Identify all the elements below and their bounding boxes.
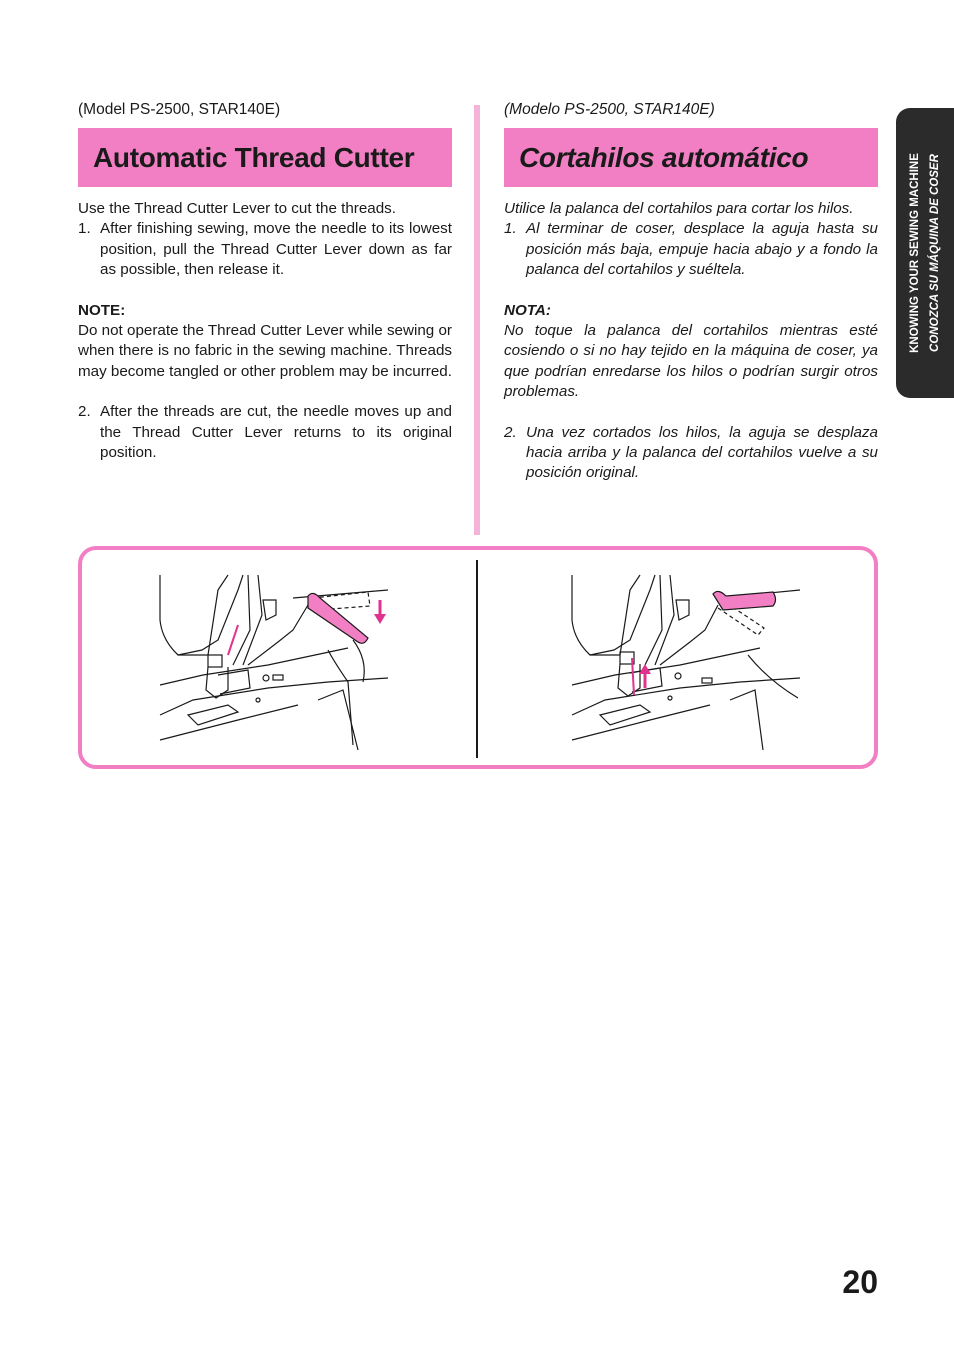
side-tab-english: KNOWING YOUR SEWING MACHINE — [909, 153, 921, 353]
step-1 — [78, 219, 452, 280]
step-number: 2. — [504, 423, 517, 441]
spanish-body — [504, 199, 878, 484]
title-bar — [78, 128, 452, 187]
step-text: Al terminar de coser, desplace la aguja hasta su posición más baja, empuje hacia abajo y a fondo la palanca del cortahilos y suéltela. — [526, 220, 878, 279]
english-column — [78, 100, 452, 463]
title-bar — [504, 128, 878, 187]
intro-text: Use the Thread Cutter Lever to cut the threads. — [78, 200, 396, 217]
step-number: 2. — [78, 403, 91, 421]
note-heading: NOTA: — [504, 301, 551, 319]
spanish-column — [504, 100, 878, 484]
note-text: Do not operate the Thread Cutter Lever while sewing or when there is no fabric in the sewing machine. Threads may become tangled or other problem may be incurred. — [78, 322, 452, 380]
step-number: 1. — [504, 220, 517, 238]
page-number: 20 — [842, 1264, 878, 1300]
step-1 — [504, 219, 878, 280]
step-text: Una vez cortados los hilos, la aguja se desplaza hacia arriba y la palanca del cortahilos vuelve a su posición original. — [526, 423, 878, 482]
section-side-tab — [896, 108, 954, 398]
illustration-divider — [476, 560, 478, 758]
model-label: (Modelo PS-2500, STAR140E) — [504, 101, 715, 118]
step-2 — [504, 423, 878, 484]
step-text: After the threads are cut, the needle moves up and the Thread Cutter Lever returns to its original position. — [100, 403, 452, 462]
page-title: Automatic Thread Cutter — [93, 141, 415, 173]
lever-pull-illustration — [158, 570, 408, 755]
note-text: No toque la palanca del cortahilos mientras esté cosiendo o si no hay tejido en la máquina de coser, ya que podrían enredarse los hilos o podrían surgir otros problemas. — [504, 322, 878, 401]
model-label: (Model PS-2500, STAR140E) — [78, 101, 281, 118]
step-text: After finishing sewing, move the needle to its lowest position, pull the Thread Cutter Lever down as far as possible, then release it. — [100, 220, 452, 279]
page-title-spanish: Cortahilos automático — [519, 141, 809, 173]
step-number: 1. — [78, 220, 91, 238]
lever-release-illustration — [568, 570, 818, 755]
intro-text: Utilice la palanca del cortahilos para cortar los hilos. — [504, 200, 854, 217]
column-divider — [474, 105, 480, 535]
step-2 — [78, 402, 452, 463]
side-tab-spanish: CONOZCA SU MÁQUINA DE COSER — [929, 154, 941, 352]
english-body — [78, 199, 452, 463]
note-heading: NOTE: — [78, 301, 126, 319]
